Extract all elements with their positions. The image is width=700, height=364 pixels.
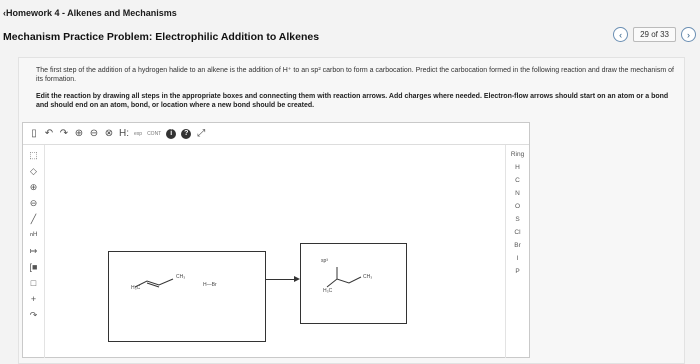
zoom-out-icon[interactable]: ⊖ (89, 128, 99, 139)
problem-instructions: Edit the reaction by drawing all steps in the appropriate boxes and connecting them with reaction arrows. Add charges where needed. Electron-flow arrows should start on an atom or a bond and should end on an atom, bond, or location where a new bond should be created. (36, 93, 669, 109)
left-toolbar (23, 145, 45, 358)
cont-button[interactable]: CONT (147, 130, 162, 137)
select-tool-icon[interactable]: ⬚ (29, 149, 38, 160)
chevron-left-icon[interactable]: ‹ (613, 27, 628, 42)
element-h[interactable]: H (515, 164, 520, 171)
assignment-breadcrumb[interactable]: ‹Homework 4 - Alkenes and Mechanisms (3, 8, 177, 18)
element-ring[interactable]: Ring (510, 151, 525, 158)
info-icon[interactable]: i (166, 129, 176, 139)
element-c[interactable]: C (515, 177, 520, 184)
element-br[interactable]: Br (514, 242, 521, 249)
explicit-hydrogens-button[interactable]: exp (134, 130, 143, 137)
element-cl[interactable]: Cl (514, 229, 521, 236)
drawing-editor[interactable] (22, 122, 530, 358)
sp3-label: sp³ (321, 258, 328, 264)
element-toolbar (505, 145, 529, 358)
chevron-right-icon[interactable]: › (681, 27, 696, 42)
hydrogen-toggle-icon[interactable]: H: (119, 128, 129, 139)
plus-icon[interactable]: + (30, 294, 37, 304)
reaction-arrow[interactable] (266, 279, 295, 280)
element-p[interactable]: P (515, 268, 520, 275)
curved-arrow-icon[interactable]: ↷ (29, 309, 38, 320)
ch3-label: CH₃ (176, 274, 186, 280)
minus-charge-icon[interactable]: ⊖ (29, 197, 38, 208)
redo-icon[interactable]: ↷ (59, 128, 69, 139)
zoom-in-icon[interactable]: ⊕ (74, 128, 84, 139)
ch3-label: CH₃ (363, 274, 373, 280)
reactant-box[interactable] (108, 251, 266, 342)
editor-toolbar (23, 123, 529, 145)
h3c-label: H₃C (131, 285, 141, 291)
plus-charge-icon[interactable]: ⊕ (29, 181, 38, 192)
element-s[interactable]: S (515, 216, 520, 223)
back-chevron-icon: ‹ (3, 8, 6, 18)
hbr-reagent: H—Br (203, 282, 217, 288)
help-icon[interactable]: ? (181, 129, 191, 139)
single-bond-icon[interactable]: ╱ (30, 213, 37, 224)
h3c-label: H₃C (323, 288, 333, 294)
problem-intro: The first step of the addition of a hydrogen halide to an alkene is the addition of H⁺ to an sp² carbon to form a carbocation. Predict the carbocation formed in the following reaction and draw the mechanism of its formation. (36, 67, 674, 83)
zoom-fit-icon[interactable]: ⊗ (104, 128, 114, 139)
eraser-icon[interactable]: ◇ (30, 165, 37, 176)
element-o[interactable]: O (514, 203, 521, 210)
rectangle-icon[interactable]: □ (30, 278, 37, 288)
element-i[interactable]: I (516, 255, 519, 262)
new-document-icon[interactable]: ▯ (31, 128, 37, 139)
expand-icon[interactable]: ⤢ (197, 128, 206, 139)
page-count: 29 of 33 (633, 27, 676, 42)
element-n[interactable]: N (515, 190, 520, 197)
problem-pager (613, 27, 696, 42)
chain-icon[interactable]: ⁿᴴ (29, 230, 38, 240)
arrow-tool-icon[interactable]: ↦ (29, 245, 38, 256)
bracket-icon[interactable]: [■ (29, 262, 38, 272)
undo-icon[interactable]: ↶ (44, 128, 54, 139)
problem-title: Mechanism Practice Problem: Electrophilic Addition to Alkenes (3, 31, 320, 43)
